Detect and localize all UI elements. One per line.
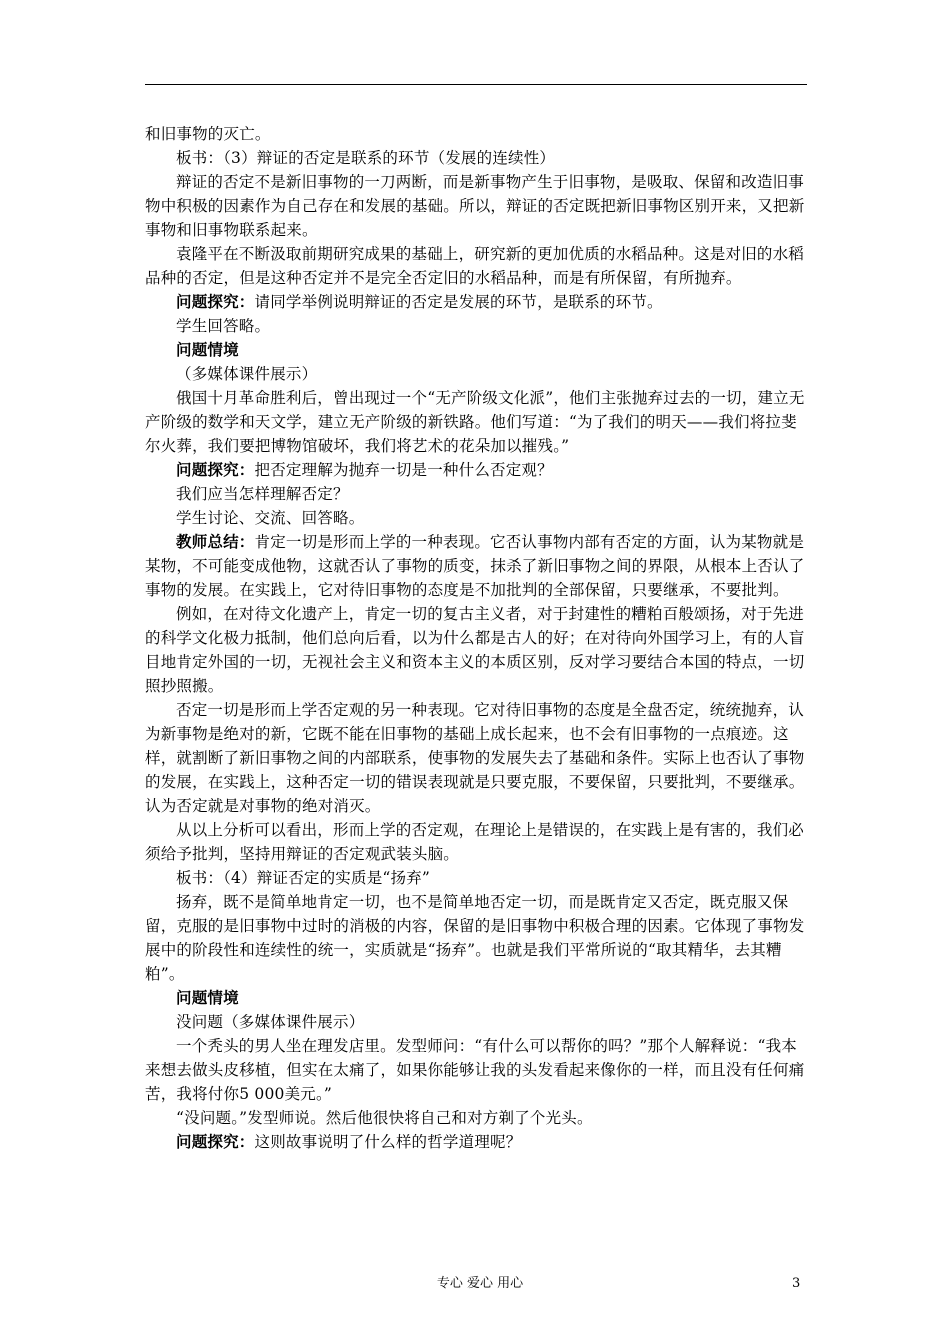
labeled-paragraph <box>145 290 807 314</box>
paragraph: 学生讨论、交流、回答略。 <box>176 509 365 527</box>
paragraph-text: 这则故事说明了什么样的哲学道理呢？ <box>254 1133 522 1151</box>
paragraph: （多媒体课件展示） <box>176 365 318 383</box>
paragraph-label: 问题探究： <box>176 292 255 311</box>
header-rule <box>145 84 807 85</box>
paragraph-label: 问题探究： <box>176 1132 255 1151</box>
paragraph-text: 肯定一切是形而上学的一种表现。它否认事物内部有否定的方面，认为某物就是某物，不可能变成他物，这就否认了事物的质变，抹杀了新旧事物之间的界限，从根本上否认了事物的发展。在实践上，它对待旧事物的态度是不加批判的全部保留，只要继承，不要批判。 <box>145 533 805 599</box>
paragraph: “没问题。”发型师说。然后他很快将自己和对方剃了个光头。 <box>176 1109 593 1127</box>
paragraph-label: 教师总结： <box>176 532 255 551</box>
paragraph-label: 问题探究： <box>176 460 255 479</box>
paragraph: 一个秃头的男人坐在理发店里。发型师问：“有什么可以帮你的吗？”那个人解释说：“我本来想去做头皮移植，但实在太痛了，如果你能够让我的头发看起来像你的一样，而且没有任何痛苦，我将付你5 000美元。” <box>145 1037 805 1103</box>
paragraph-text: 请同学举例说明辩证的否定是发展的环节，是联系的环节。 <box>254 293 663 311</box>
section-heading: 问题情境 <box>176 988 239 1007</box>
paragraph: 板书：（4）辩证否定的实质是“扬弃” <box>176 869 431 887</box>
paragraph: 袁隆平在不断汲取前期研究成果的基础上，研究新的更加优质的水稻品种。这是对旧的水稻品种的否定，但是这种否定并不是完全否定旧的水稻品种，而是有所保留，有所抛弃。 <box>145 245 805 287</box>
paragraph: 板书：（3）辩证的否定是联系的环节（发展的连续性） <box>176 149 556 167</box>
paragraph: 例如，在对待文化遗产上，肯定一切的复古主义者，对于封建性的糟粕百般颂扬，对于先进的科学文化极力抵制，他们总向后看，以为什么都是古人的好；在对待向外国学习上，有的人盲目地肯定外国的一切，无视社会主义和资本主义的本质区别，反对学习要结合本国的特点，一切照抄照搬。 <box>145 605 805 695</box>
labeled-paragraph <box>145 458 807 482</box>
paragraph: 俄国十月革命胜利后，曾出现过一个“无产阶级文化派”，他们主张抛弃过去的一切，建立无产阶级的数学和天文学，建立无产阶级的新铁路。他们写道：“为了我们的明天——我们将拉斐尔火葬，我们要把博物馆破坏，我们将艺术的花朵加以摧残。” <box>145 389 805 455</box>
paragraph: 否定一切是形而上学否定观的另一种表现。它对待旧事物的态度是全盘否定，统统抛弃，认为新事物是绝对的新，它既不能在旧事物的基础上成长起来，也不会有旧事物的一点痕迹。这样，就割断了新旧事物之间的内部联系，使事物的发展失去了基础和条件。实际上也否认了事物的发展，在实践上，这种否定一切的错误表现就是只要克服，不要保留，只要批判，不要继承。认为否定就是对事物的绝对消灭。 <box>145 701 805 815</box>
paragraph: 我们应当怎样理解否定？ <box>176 485 349 503</box>
paragraph: 没问题（多媒体课件展示） <box>176 1013 365 1031</box>
document-body <box>145 122 807 1154</box>
paragraph: 扬弃，既不是简单地肯定一切，也不是简单地否定一切，而是既肯定又否定，既克服又保留，克服的是旧事物中过时的消极的内容，保留的是旧事物中积极合理的因素。它体现了事物发展中的阶段性和连续性的统一，实质就是“扬弃”。也就是我们平常所说的“取其精华，去其糟粕”。 <box>145 893 805 983</box>
labeled-paragraph <box>145 530 807 602</box>
paragraph: 和旧事物的灭亡。 <box>145 125 271 143</box>
section-heading: 问题情境 <box>176 340 239 359</box>
paragraph: 辩证的否定不是新旧事物的一刀两断，而是新事物产生于旧事物，是吸取、保留和改造旧事物中积极的因素作为自己存在和发展的基础。所以，辩证的否定既把新旧事物区别开来，又把新事物和旧事物联系起来。 <box>145 173 805 239</box>
labeled-paragraph <box>145 1130 807 1154</box>
paragraph-text: 把否定理解为抛弃一切是一种什么否定观？ <box>254 461 553 479</box>
paragraph: 从以上分析可以看出，形而上学的否定观，在理论上是错误的，在实践上是有害的，我们必须给予批判，坚持用辩证的否定观武装头脑。 <box>145 821 805 863</box>
footer-motto: 专心 爱心 用心 <box>436 1276 524 1291</box>
page-number: 3 <box>792 1276 801 1291</box>
paragraph: 学生回答略。 <box>176 317 271 335</box>
